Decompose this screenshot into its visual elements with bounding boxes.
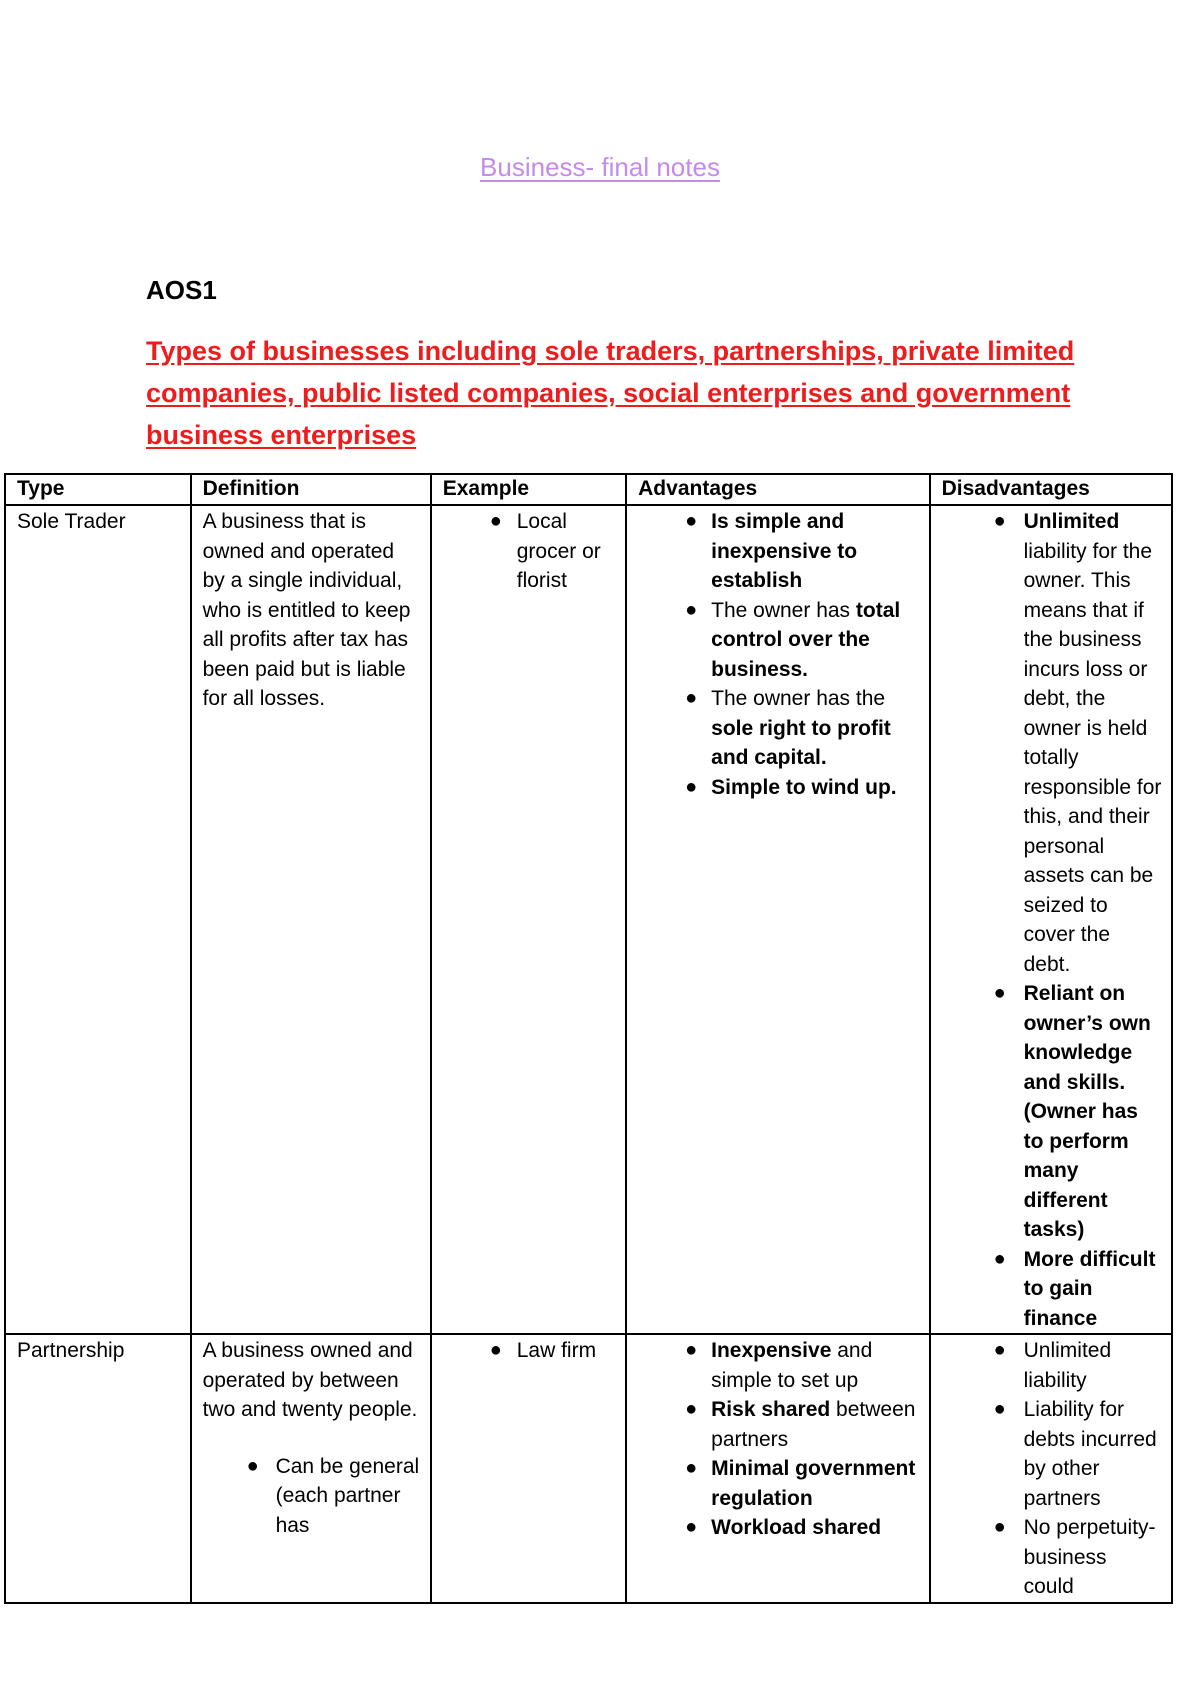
bullet-icon: ● bbox=[993, 510, 1006, 532]
cell-definition: A business that is owned and operated by a single individual, who is entitled to keep all profits after tax has been paid but is liable for all losses. bbox=[191, 505, 431, 1334]
list-item: ● Can be general (each partner has bbox=[203, 1452, 421, 1541]
header-definition: Definition bbox=[191, 474, 431, 505]
cell-advantages bbox=[626, 1334, 929, 1603]
topic-heading: Types of businesses including sole traders, partnerships, private limited companies, public listed companies, social enterprises and government business enterprises bbox=[146, 336, 1075, 450]
bullet-icon: ● bbox=[685, 1457, 698, 1479]
bullet-icon: ● bbox=[246, 1454, 259, 1477]
definition-text: A business owned and operated by between two and twenty people. bbox=[202, 1339, 418, 1421]
list-item: ● Reliant on owner’s own knowledge and skills. (Owner has to perform many different tasks) bbox=[942, 979, 1162, 1245]
list-item: ● Law firm bbox=[443, 1336, 616, 1366]
header-disadvantages: Disadvantages bbox=[930, 474, 1172, 505]
table-row-sole-trader bbox=[5, 505, 1172, 1334]
list-item: ● Minimal government regulation bbox=[638, 1454, 919, 1513]
page-title: Business- final notes bbox=[480, 152, 720, 182]
header-example: Example bbox=[431, 474, 626, 505]
cell-disadvantages bbox=[930, 1334, 1172, 1603]
cell-type: Sole Trader bbox=[5, 505, 191, 1334]
bullet-icon: ● bbox=[685, 1398, 698, 1420]
list-item: ● Inexpensive and simple to set up bbox=[638, 1336, 919, 1395]
list-item: ● Unlimited liability for the owner. This means that if the business incurs loss or debt, the owner is held totally responsible for this, and their personal assets can be seized to cover the debt. bbox=[942, 507, 1162, 979]
bullet-icon: ● bbox=[685, 775, 698, 798]
list-item: ● Unlimited liability bbox=[942, 1336, 1162, 1395]
bullet-icon: ● bbox=[489, 510, 502, 532]
list-item: ● Simple to wind up. bbox=[638, 773, 919, 803]
list-item: ● Liability for debts incurred by other partners bbox=[942, 1395, 1162, 1513]
cell-advantages bbox=[626, 505, 929, 1334]
table-row-partnership bbox=[5, 1334, 1172, 1603]
bullet-icon: ● bbox=[685, 598, 698, 621]
section-heading: AOS1 bbox=[146, 275, 217, 305]
header-advantages: Advantages bbox=[626, 474, 929, 505]
list-item: ● More difficult to gain finance bbox=[942, 1245, 1162, 1334]
list-item: ● No perpetuity- business could bbox=[942, 1513, 1162, 1602]
bullet-icon: ● bbox=[993, 1516, 1006, 1538]
cell-type: Partnership bbox=[5, 1334, 191, 1603]
cell-example bbox=[431, 505, 626, 1334]
cell-definition bbox=[191, 1334, 431, 1603]
table-header-row bbox=[5, 474, 1172, 505]
bullet-icon: ● bbox=[685, 510, 698, 532]
list-item: ● Workload shared bbox=[638, 1513, 919, 1543]
cell-example bbox=[431, 1334, 626, 1603]
bullet-icon: ● bbox=[685, 1516, 698, 1538]
list-item: ● The owner has total control over the business. bbox=[638, 596, 919, 685]
cell-disadvantages bbox=[930, 505, 1172, 1334]
header-type: Type bbox=[5, 474, 191, 505]
bullet-icon: ● bbox=[993, 1247, 1006, 1270]
bullet-icon: ● bbox=[993, 982, 1006, 1004]
bullet-icon: ● bbox=[993, 1398, 1006, 1420]
list-item: ● Local grocer or florist bbox=[443, 507, 616, 596]
bullet-icon: ● bbox=[993, 1339, 1006, 1361]
business-types-table bbox=[4, 473, 1173, 1604]
list-item: ● The owner has the sole right to profit and capital. bbox=[638, 684, 919, 773]
bullet-icon: ● bbox=[685, 687, 698, 709]
list-item: ● Is simple and inexpensive to establish bbox=[638, 507, 919, 596]
list-item: ● Risk shared between partners bbox=[638, 1395, 919, 1454]
bullet-icon: ● bbox=[489, 1339, 502, 1361]
bullet-icon: ● bbox=[685, 1339, 698, 1361]
